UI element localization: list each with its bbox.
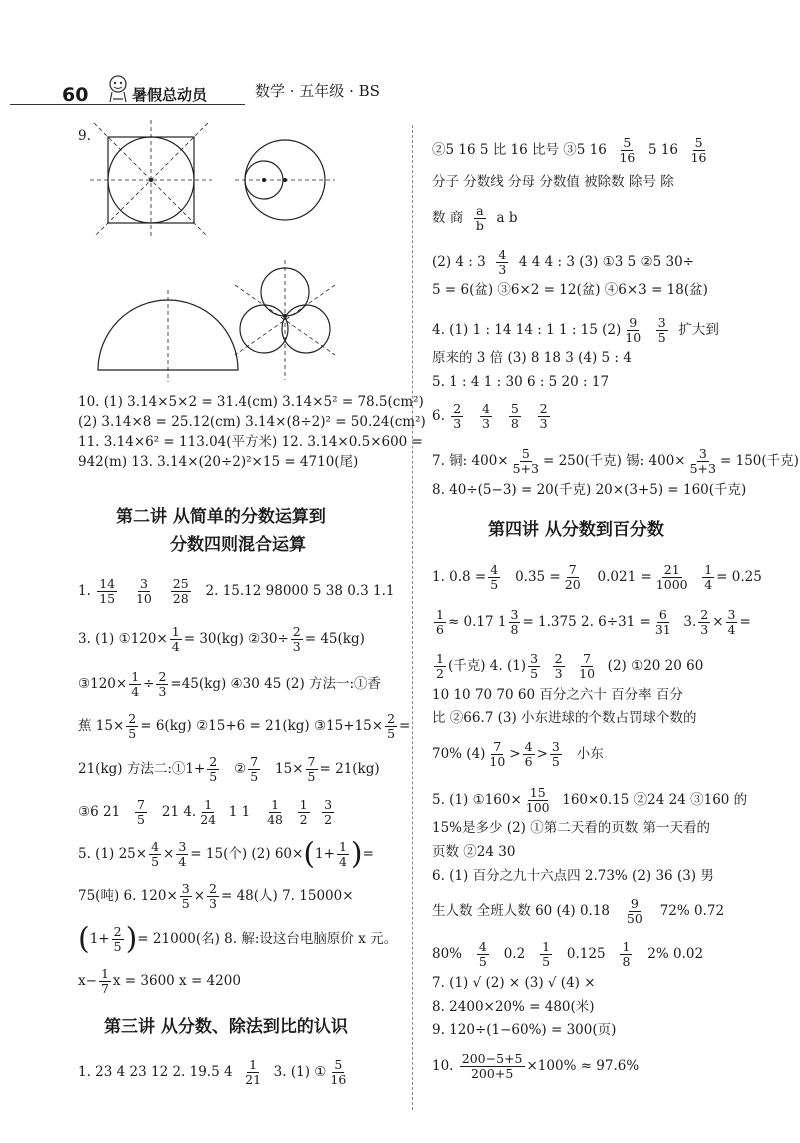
q12-line: 942(m) 13. 3.14×(20÷2)²×15 = 4710(尾) bbox=[78, 454, 359, 470]
square-with-circle-figure bbox=[90, 120, 212, 238]
s3-terms: 分子 分数线 分母 分数值 被除数 除号 除 bbox=[432, 174, 674, 190]
fraction: $\frac{4}{5}$ bbox=[478, 939, 487, 969]
s4-answer-5-cont: 15%是多少 (2) ①第二天看的页数 第一天看的 bbox=[432, 820, 711, 836]
fraction: $\frac{3}{5}$ bbox=[181, 881, 190, 911]
fraction: $\frac{4}{3}$ bbox=[482, 401, 490, 431]
fraction: $\frac{1}{8}$ bbox=[622, 939, 631, 969]
s2-answer-8-solution: x− $\frac{1}{7}$ x = 3600 x = 4200 bbox=[78, 966, 241, 996]
fraction: $\frac{5}{8}$ bbox=[510, 401, 519, 431]
fraction: $\frac{1}{21}$ bbox=[245, 1057, 262, 1087]
s3-terms-cont: 数 商 $\frac{a}{b}$ a b bbox=[432, 203, 518, 233]
s4-answer-5: 5. (1) ①160× $\frac{15}{100}$ 160×0.15 ②24 24 ③160 的 bbox=[432, 785, 748, 815]
s4-answer-1-cont: $\frac{1}{6}$ ≈ 0.17 1 $\frac{3}{8}$ = 1.375 2. 6÷31 = $\frac{6}{31}$ 3. $\frac{2}{3}$ × $\frac{3}{4}$ = bbox=[436, 607, 751, 637]
fraction: $\frac{7}{20}$ bbox=[564, 562, 581, 592]
fraction: $\frac{5}{16}$ bbox=[619, 135, 636, 165]
header-rule bbox=[10, 104, 245, 105]
fraction: $\frac{2}{5}$ bbox=[128, 711, 137, 741]
s3-answer-3-2: (2) 4 : 3 $\frac{4}{3}$ 4 4 4 : 3 (3) ①3 5 ②5 30÷ bbox=[432, 247, 694, 277]
fraction: $\frac{3}{2}$ bbox=[324, 797, 333, 827]
s2-answer-3-cont: ③120× $\frac{1}{4}$ ÷ $\frac{2}{3}$ =45(kg) ④30 45 (2) 方法一:①香 bbox=[78, 669, 382, 699]
fraction: $\frac{9}{10}$ bbox=[625, 315, 642, 345]
fraction: $\frac{1}{4}$ bbox=[131, 669, 140, 699]
fraction: $\frac{4}{6}$ bbox=[524, 739, 533, 769]
s4-answer-6: 6. (1) 百分之九十六点四 2.73% (2) 36 (3) 男 bbox=[432, 868, 714, 884]
fraction: $\frac{3}{4}$ bbox=[178, 839, 187, 869]
s4-answer-8: 8. 2400×20% = 480(米) bbox=[432, 999, 595, 1015]
s4-answer-5-cont2: 页数 ②24 30 bbox=[432, 844, 516, 860]
fraction: $\frac{3}{10}$ bbox=[135, 576, 152, 606]
fraction: $\frac{2}{3}$ bbox=[209, 881, 217, 911]
s4-answer-9: 9. 120÷(1−60%) = 300(页) bbox=[432, 1022, 617, 1038]
s4-answer-4-cont3: 70% (4) $\frac{7}{10}$ > $\frac{4}{6}$ > $\frac{3}{5}$ 小东 bbox=[432, 739, 604, 769]
fraction: $\frac{25}{28}$ bbox=[172, 576, 189, 606]
fraction: $\frac{1}{48}$ bbox=[267, 797, 283, 827]
fraction: $\frac{2}{5}$ bbox=[113, 924, 122, 954]
s4-answer-7: 7. (1) √ (2) × (3) √ (4) × bbox=[432, 975, 596, 991]
s4-answer-10: 10. $\frac{200-5+5}{200+5}$ ×100% ≈ 97.6% bbox=[432, 1051, 640, 1081]
section-2-title-line2: 分数四则混合运算 bbox=[170, 535, 306, 555]
q9-label: 9. bbox=[78, 128, 91, 144]
fraction: $\frac{2}{5}$ bbox=[387, 711, 396, 741]
three-circles-figure bbox=[235, 260, 335, 380]
s2-answer-7-8: (1+ $\frac{2}{5}$ )= 21000(名) 8. 解:设这台电脑原价 x 元。 bbox=[78, 921, 398, 957]
s3-answer-4: 4. (1) 1 : 14 14 : 1 1 : 15 (2) $\frac{9}{10}$ $\frac{3}{5}$ 扩大到 bbox=[432, 315, 719, 345]
s2-answer-6-7: 75(吨) 6. 120× $\frac{3}{5}$ × $\frac{2}{3}$ = 48(人) 7. 15000× bbox=[78, 881, 354, 911]
q11-line: 11. 3.14×6² = 113.04(平方米) 12. 3.14×0.5×600 = bbox=[78, 434, 423, 450]
nested-circles-figure bbox=[235, 140, 335, 220]
q10-line1: 10. (1) 3.14×5×2 = 31.4(cm) 3.14×5² = 78.5(cm²) bbox=[78, 394, 424, 410]
s2-answer-4: ③6 21 $\frac{7}{5}$ 21 4. $\frac{1}{24}$ 1 1 $\frac{1}{48}$ $\frac{1}{2}$ $\frac{3}{2}$ bbox=[78, 797, 333, 827]
s4-answer-3-4: $\frac{1}{2}$ (千克) 4. (1) $\frac{3}{5}$ $\frac{2}{3}$ $\frac{7}{10}$ (2) ①20 20 60 bbox=[436, 651, 704, 681]
fraction: $\frac{7}{5}$ bbox=[137, 797, 145, 827]
fraction: $\frac{1}{4}$ bbox=[171, 624, 180, 654]
s3-answer-6: 6. $\frac{2}{3}$ $\frac{4}{3}$ $\frac{5}{8}$ $\frac{2}{3}$ bbox=[432, 401, 548, 431]
s3-answer-4-cont: 原来的 3 倍 (3) 8 18 3 (4) 5 : 4 bbox=[432, 350, 632, 366]
s4-answer-6-cont2: 80% $\frac{4}{5}$ 0.2 $\frac{1}{5}$ 0.125 $\frac{1}{8}$ 2% 0.02 bbox=[432, 939, 704, 969]
fraction: $\frac{3}{4}$ bbox=[727, 607, 736, 637]
fraction: $\frac{5}{16}$ bbox=[690, 135, 707, 165]
q10-line2: (2) 3.14×8 = 25.12(cm) 3.14×(8÷2)² = 50.24(cm²) bbox=[78, 414, 426, 430]
fraction: $\frac{2}{3}$ bbox=[539, 401, 548, 431]
fraction: $\frac{2}{3}$ bbox=[292, 624, 301, 654]
s4-answer-4-cont2: 比 ②66.7 (3) 小东进球的个数占罚球个数的 bbox=[432, 710, 697, 726]
fraction: $\frac{1}{4}$ bbox=[338, 839, 347, 869]
s3-answer-8: 8. 40÷(5−3) = 20(千克) 20×(3+5) = 160(千克) bbox=[432, 482, 747, 498]
section-2-title-line1: 第二讲 从简单的分数运算到 bbox=[116, 507, 326, 527]
fraction: $\frac{2}{3}$ bbox=[158, 669, 167, 699]
fraction: $\frac{3}{5+3}$ bbox=[689, 446, 716, 476]
fraction: $\frac{2}{3}$ bbox=[700, 607, 709, 637]
fraction: $\frac{7}{10}$ bbox=[489, 739, 506, 769]
section-4-title: 第四讲 从分数到百分数 bbox=[488, 520, 664, 540]
fraction: $\frac{7}{10}$ bbox=[579, 651, 596, 681]
fraction: $\frac{1}{2}$ bbox=[436, 651, 444, 681]
mascot-icon bbox=[104, 72, 132, 104]
s3-answer-1: 1. 23 4 23 12 2. 19.5 4 $\frac{1}{21}$ 3. (1) ① $\frac{5}{16}$ bbox=[78, 1057, 347, 1087]
fraction: $\frac{3}{5}$ bbox=[551, 739, 560, 769]
fraction: $\frac{7}{5}$ bbox=[250, 754, 259, 784]
s3-answer-3-3: 5 = 6(盆) ③6×2 = 12(盆) ④6×3 = 18(盆) bbox=[432, 282, 708, 298]
subject-grade: 数学 · 五年级 · BS bbox=[255, 82, 380, 100]
book-title: 暑假总动员 bbox=[132, 86, 208, 104]
fraction: $\frac{3}{5}$ bbox=[657, 315, 666, 345]
fraction: $\frac{2}{3}$ bbox=[453, 401, 462, 431]
fraction: $\frac{a}{b}$ bbox=[475, 203, 484, 233]
fraction: $\frac{4}{5}$ bbox=[151, 839, 160, 869]
fraction: $\frac{15}{100}$ bbox=[525, 785, 550, 815]
column-divider bbox=[412, 125, 413, 1110]
s2-answer-3-method1: 蕉 15× $\frac{2}{5}$ = 6(kg) ②15+6 = 21(kg) ③15+15× $\frac{2}{5}$ = bbox=[78, 711, 411, 741]
fraction: $\frac{1}{4}$ bbox=[704, 562, 713, 592]
s2-answer-3: 3. (1) ①120× $\frac{1}{4}$ = 30(kg) ②30÷ $\frac{2}{3}$ = 45(kg) bbox=[78, 624, 365, 654]
fraction: $\frac{2}{5}$ bbox=[209, 754, 218, 784]
fraction: $\frac{7}{5}$ bbox=[307, 754, 316, 784]
fraction: $\frac{4}{5}$ bbox=[490, 562, 499, 592]
s4-answer-4-cont: 10 10 70 70 60 百分之六十 百分率 百分 bbox=[432, 687, 683, 703]
q9-figures bbox=[80, 120, 410, 390]
fraction: $\frac{3}{8}$ bbox=[510, 607, 519, 637]
fraction: $\frac{1}{5}$ bbox=[542, 939, 551, 969]
fraction: $\frac{5}{16}$ bbox=[330, 1057, 347, 1087]
page-number: 60 bbox=[62, 84, 89, 106]
fraction: $\frac{1}{2}$ bbox=[299, 797, 308, 827]
section-3-title: 第三讲 从分数、除法到比的认识 bbox=[104, 1017, 348, 1037]
s3-answer-5: 5. 1 : 4 1 : 30 6 : 5 20 : 17 bbox=[432, 374, 610, 390]
fraction: $\frac{14}{15}$ bbox=[99, 576, 116, 606]
s3-answer-3-cont: ②5 16 5 比 16 比号 ③5 16 $\frac{5}{16}$ 5 16 $\frac{5}{16}$ bbox=[432, 135, 707, 165]
fraction: $\frac{200-5+5}{200+5}$ bbox=[461, 1051, 523, 1081]
fraction: $\frac{2}{3}$ bbox=[554, 651, 563, 681]
fraction: $\frac{1}{6}$ bbox=[436, 607, 444, 637]
fraction: $\frac{3}{5}$ bbox=[530, 651, 539, 681]
fraction: $\frac{1}{24}$ bbox=[200, 797, 217, 827]
s2-answer-5: 5. (1) 25× $\frac{4}{5}$ × $\frac{3}{4}$ = 15(个) (2) 60×(1+ $\frac{1}{4}$ )= bbox=[78, 836, 374, 872]
semicircle-figure bbox=[98, 290, 238, 382]
s4-answer-1: 1. 0.8 = $\frac{4}{5}$ 0.35 = $\frac{7}{20}$ 0.021 = $\frac{21}{1000}$ $\frac{1}{4}$ = 0.25 bbox=[432, 562, 762, 592]
fraction: $\frac{9}{50}$ bbox=[626, 896, 643, 926]
fraction: $\frac{21}{1000}$ bbox=[655, 562, 688, 592]
fraction: $\frac{6}{31}$ bbox=[654, 607, 671, 637]
s2-answer-1: 1. $\frac{14}{15}$ $\frac{3}{10}$ $\frac{25}{28}$ 2. 15.12 98000 5 38 0.3 1.1 bbox=[78, 576, 395, 606]
fraction: $\frac{4}{3}$ bbox=[498, 247, 507, 277]
s2-answer-3-method2: 21(kg) 方法二:①1+ $\frac{2}{5}$ ② $\frac{7}{5}$ 15× $\frac{7}{5}$ = 21(kg) bbox=[78, 754, 380, 784]
s4-answer-6-cont: 生人数 全班人数 60 (4) 0.18 $\frac{9}{50}$ 72% 0.72 bbox=[432, 896, 725, 926]
s3-answer-7: 7. 铜: 400× $\frac{5}{5+3}$ = 250(千克) 锡: 400× $\frac{3}{5+3}$ = 150(千克) bbox=[432, 446, 799, 476]
fraction: $\frac{1}{7}$ bbox=[100, 966, 109, 996]
fraction: $\frac{5}{5+3}$ bbox=[512, 446, 539, 476]
